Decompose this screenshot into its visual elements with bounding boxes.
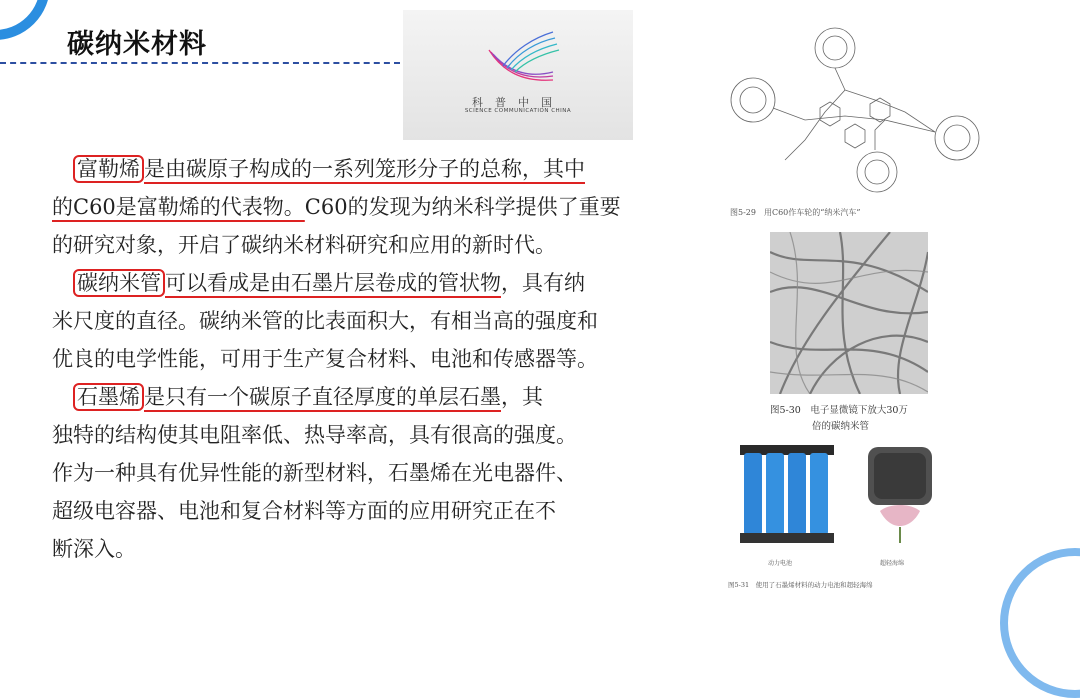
text-line	[52, 264, 652, 302]
underlined-text: 的C60是富勒烯的代表物。	[52, 195, 305, 219]
nanotube-micrograph	[770, 232, 928, 394]
text-line: 米尺度的直径。碳纳米管的比表面积大，有相当高的强度和	[52, 309, 598, 333]
video-logo-en: SCIENCE COMMUNICATION CHINA	[464, 108, 572, 114]
keyword-box-fullerene: 富勒烯	[73, 155, 144, 183]
kepu-logo-icon	[403, 10, 633, 100]
corner-decoration-bottom-right	[1000, 548, 1080, 698]
text-line: 作为一种具有优异性能的新型材料，石墨烯在光电器件、	[52, 461, 577, 485]
text-line: 独特的结构使其电阻率低、热导率高，具有很高的强度。	[52, 423, 577, 447]
text-segment: ，其	[501, 385, 543, 409]
ultralight-sponge-image	[860, 441, 940, 545]
paragraph-fullerene	[52, 150, 652, 264]
text-line	[52, 188, 652, 226]
text-line	[52, 150, 652, 188]
text-segment: ，具有纳	[501, 271, 585, 295]
text-line: 的研究对象，开启了碳纳米材料研究和应用的新时代。	[52, 233, 556, 257]
fig-5-31-label-a: 动力电池	[768, 560, 793, 567]
fig-5-29-caption: 图5-29 用C60作车轮的“纳米汽车”	[730, 208, 861, 217]
paragraph-carbon-nanotube	[52, 264, 652, 378]
nano-car-figure	[725, 20, 985, 200]
slide-title: 碳纳米材料	[67, 29, 207, 60]
text-segment: C60的发现为纳米科学提供了重要	[304, 195, 621, 219]
body-text	[52, 150, 652, 568]
underlined-text: 是由碳原子构成的一系列笼形分子的总称，其中	[144, 157, 585, 181]
keyword-box-nanotube: 碳纳米管	[73, 269, 165, 297]
fig-5-31-caption: 图5-31 使用了石墨烯材料的动力电池和超轻海绵	[728, 581, 873, 589]
fig-5-30-caption-1: 图5-30 电子显微镜下放大30万	[770, 405, 908, 416]
title-divider	[0, 62, 400, 64]
underlined-text: 是只有一个碳原子直径厚度的单层石墨	[144, 385, 501, 409]
text-line: 超级电容器、电池和复合材料等方面的应用研究正在不	[52, 499, 556, 523]
keyword-box-graphene: 石墨烯	[73, 383, 144, 411]
text-line	[52, 378, 652, 416]
fig-5-30-caption-2: 倍的碳纳米管	[812, 421, 870, 432]
paragraph-graphene	[52, 378, 652, 568]
text-line: 断深入。	[52, 537, 136, 561]
fig-5-31-label-b: 超轻海绵	[880, 560, 905, 567]
underlined-text: 可以看成是由石墨片层卷成的管状物	[165, 271, 501, 295]
power-battery-image	[738, 441, 836, 549]
video-logo-cn: 科普中国	[472, 96, 564, 109]
video-thumbnail[interactable]	[403, 10, 633, 140]
text-line: 优良的电学性能，可用于生产复合材料、电池和传感器等。	[52, 347, 598, 371]
corner-decoration-top-left	[0, 0, 50, 40]
